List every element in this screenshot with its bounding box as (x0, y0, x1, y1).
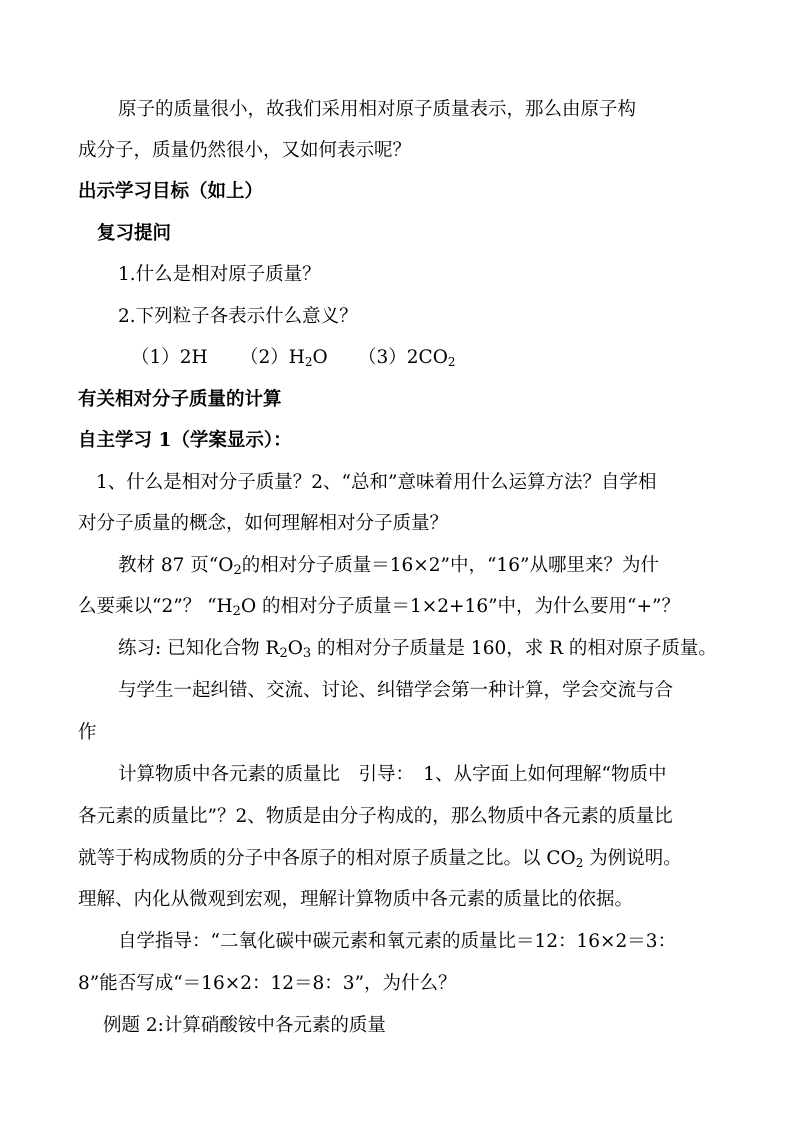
particle-h2o-tail: O (312, 347, 328, 368)
together-line-1: 与学生一起纠错、交流、讨论、纠错学会第一种计算，学会交流与合 (118, 680, 674, 701)
heading-review-questions: 复习提问 (97, 223, 172, 244)
review-question-2: 2.下列粒子各表示什么意义？ (118, 306, 358, 327)
example-2-line: 例题 2:计算硝酸铵中各元素的质量 (103, 1015, 386, 1036)
intro-line-1: 原子的质量很小，故我们采用相对原子质量表示，那么由原子构 (118, 99, 637, 120)
particle-item-2 (240, 346, 328, 370)
guide-line-2: 8”能否写成“＝16×2：12＝8：3”，为什么？ (78, 973, 457, 994)
together-line-2: 作 (78, 722, 97, 743)
textbook-line-1 (118, 554, 659, 578)
exercise-post: 的相对分子质量是 160，求 R 的相对原子质量。 (311, 638, 717, 659)
particle-2co2-subscript: 2 (447, 355, 456, 369)
ratio-co2-subscript: 2 (575, 856, 584, 870)
ratio-line-3-post: 为例说明。 (583, 848, 682, 869)
particle-h2o-label: （2）H (240, 347, 305, 368)
textbook-h2o-subscript: 2 (232, 604, 241, 619)
particle-item-3 (358, 346, 456, 370)
textbook-line-2-pre: 么要乘以“2”？ “H (78, 596, 233, 617)
guide-line-1: 自学指导：“二氧化碳中碳元素和氧元素的质量比＝12：16×2＝3： (118, 931, 677, 952)
ratio-line-3 (78, 847, 682, 871)
exercise-o3-subscript: 3 (302, 646, 312, 661)
heading-molecular-mass-calc: 有关相对分子质量的计算 (78, 389, 282, 410)
particle-2co2-label: （3）2CO (358, 347, 448, 368)
exercise-r2-subscript: 2 (279, 646, 288, 661)
review-question-1: 1.什么是相对原子质量？ (118, 264, 321, 285)
textbook-line-1-pre: 教材 87 页“O (118, 555, 234, 576)
particle-2h: （1）2H (131, 347, 208, 368)
heading-learning-goals: 出示学习目标（如上） (78, 181, 264, 202)
particle-h2o-subscript: 2 (304, 355, 313, 369)
textbook-line-2 (78, 595, 680, 619)
self-study-line-2: 对分子质量的概念，如何理解相对分子质量？ (78, 513, 449, 534)
ratio-line-2: 各元素的质量比”？2、物质是由分子构成的，那么物质中各元素的质量比 (78, 806, 673, 827)
textbook-o2-subscript: 2 (233, 563, 242, 578)
ratio-line-3-pre: 就等于构成物质的分子中各原子的相对原子质量之比。以 CO (78, 848, 576, 869)
ratio-line-4: 理解、内化从微观到宏观，理解计算物质中各元素的质量比的依据。 (78, 889, 634, 910)
particle-item-1 (131, 346, 208, 370)
textbook-line-1-post: 的相对分子质量＝16×2”中，“16”从哪里来？为什 (241, 555, 659, 576)
exercise-o: O (287, 638, 303, 659)
exercise-pre: 练习: 已知化合物 R (118, 638, 280, 659)
exercise-line (118, 637, 717, 661)
intro-line-2: 成分子，质量仍然很小，又如何表示呢？ (78, 140, 412, 161)
self-study-line-1: 1、什么是相对分子质量？2、“总和”意味着用什么运算方法？自学相 (96, 472, 657, 493)
heading-self-study-1: 自主学习 1（学案显示）： (78, 430, 292, 451)
textbook-line-2-post: O 的相对分子质量＝1×2+16”中，为什么要用“+”？ (240, 596, 680, 617)
ratio-line-1: 计算物质中各元素的质量比 引导： 1、从字面上如何理解“物质中 (118, 764, 667, 785)
